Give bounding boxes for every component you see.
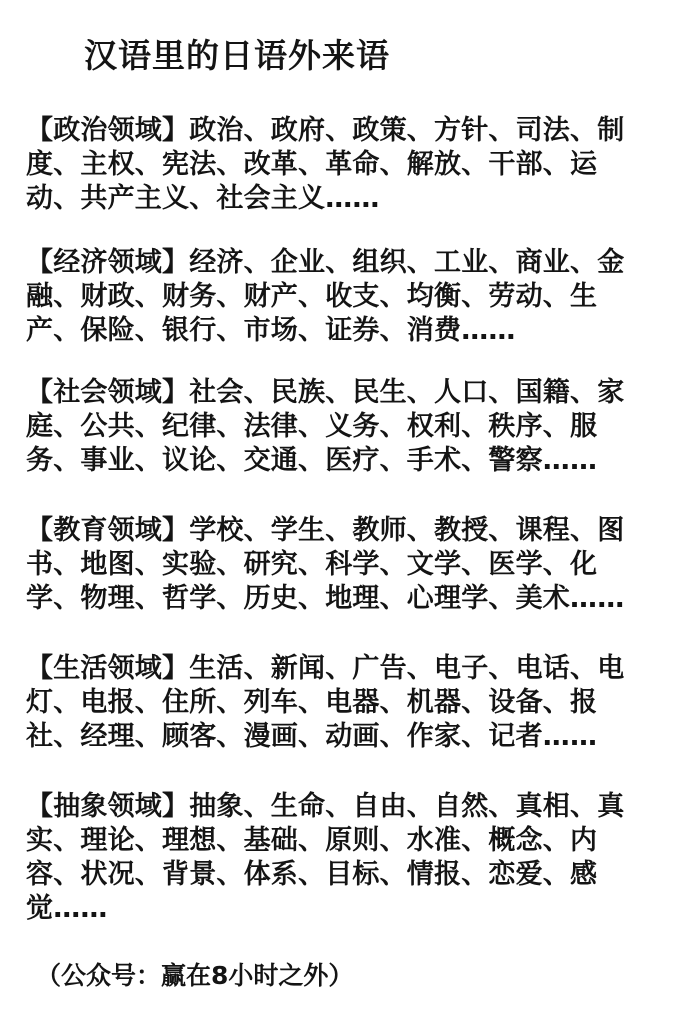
section-line: 融、财政、财务、财产、收支、均衡、劳动、生 [26,281,598,312]
section-society [26,376,666,478]
section-daily-life [26,652,666,754]
section-politics [26,114,666,216]
section-line: 觉…… [26,893,108,924]
section-line: 灯、电报、住所、列车、电器、机器、设备、报 [26,687,598,718]
section-line: 度、主权、宪法、改革、革命、解放、干部、运 [26,149,598,180]
section-line: 务、事业、议论、交通、医疗、手术、警察…… [26,445,598,476]
section-line: 产、保险、银行、市场、证券、消费…… [26,315,516,346]
section-line: 实、理论、理想、基础、原则、水准、概念、内 [26,825,598,856]
source-footer: （公众号：赢在8小时之外） [36,961,354,990]
section-line: 【抽象领域】抽象、生命、自由、自然、真相、真 [26,791,625,822]
section-line: 书、地图、实验、研究、科学、文学、医学、化 [26,549,598,580]
section-line: 【政治领域】政治、政府、政策、方针、司法、制 [26,115,625,146]
section-line: 【社会领域】社会、民族、民生、人口、国籍、家 [26,377,625,408]
section-line: 动、共产主义、社会主义…… [26,183,380,214]
section-education [26,514,666,616]
section-line: 社、经理、顾客、漫画、动画、作家、记者…… [26,721,598,752]
section-line: 【生活领域】生活、新闻、广告、电子、电话、电 [26,653,625,684]
section-line: 学、物理、哲学、历史、地理、心理学、美术…… [26,583,625,614]
page-title: 汉语里的日语外来语 [84,36,390,75]
section-abstract [26,790,666,926]
section-line: 【经济领域】经济、企业、组织、工业、商业、金 [26,247,625,278]
section-line: 容、状况、背景、体系、目标、情报、恋爱、感 [26,859,598,890]
section-economy [26,246,666,348]
section-line: 【教育领域】学校、学生、教师、教授、课程、图 [26,515,625,546]
section-line: 庭、公共、纪律、法律、义务、权利、秩序、服 [26,411,598,442]
